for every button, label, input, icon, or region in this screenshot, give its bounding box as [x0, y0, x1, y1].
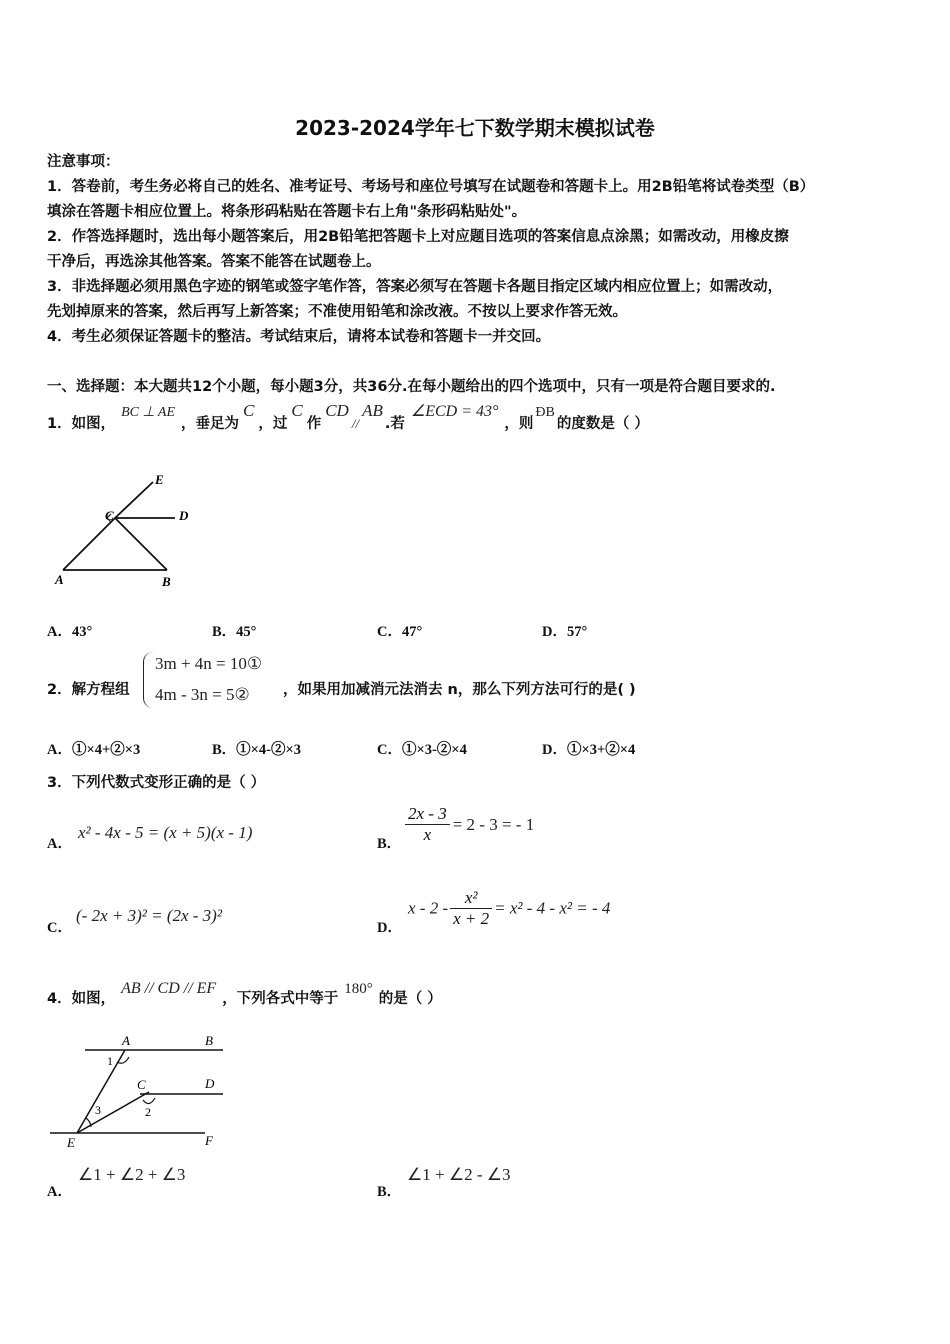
q1-math: AB [362, 401, 383, 420]
q3-option-c-label: C． [47, 920, 72, 936]
q4-figure [45, 1030, 235, 1152]
point-a-label: A [122, 1033, 130, 1048]
point-f-label: F [205, 1133, 213, 1148]
point-c-label: C [105, 508, 114, 523]
point-e-label: E [155, 472, 164, 487]
point-b-label: B [205, 1033, 213, 1048]
page-title: 2023-2024学年七下数学期末模拟试卷 [295, 116, 655, 140]
q2-option-d: D．①×3+②×4 [542, 742, 636, 758]
q2-option-c: C．①×3-②×4 [377, 742, 467, 758]
q2-label: 2．解方程组 [47, 682, 130, 698]
notes-line: 干净后，再选涂其他答案。答案不能答在试题卷上。 [47, 254, 381, 270]
q1-math: // [351, 416, 360, 431]
q1-math: ∠ECD = 43° [410, 403, 499, 420]
q3-option-d-expr: x - 2 - $\frac{\text{x²}}{x + 2}$ = x² - 4 - x² = - 4 [408, 888, 611, 928]
q2-equation-1: 3m + 4n = 10① [155, 654, 263, 673]
q1-stem: 1．如图，BC ⊥ AE，垂足为C，过C作CD//AB.若∠ECD = 43°，则ÐB的度数是（ ） [47, 401, 649, 432]
angle-2-label: 2 [145, 1105, 151, 1119]
line-ec [77, 1092, 149, 1133]
notes-line: 3．非选择题必须用黑色字迹的钢笔或签字笔作答，答案必须写在答题卡各题目指定区域内相应位置上；如需改动， [47, 279, 783, 295]
q1-math: CD [325, 401, 349, 420]
q3-option-c-expr: (- 2x + 3)² = (2x - 3)² [76, 906, 222, 925]
point-c-label: C [137, 1077, 146, 1092]
line-ce [115, 482, 153, 518]
q3-stem: 3．下列代数式变形正确的是（ ） [47, 775, 266, 791]
q1-option-d: D．57° [542, 624, 588, 640]
notes-line: 填涂在答题卡相应位置上。将条形码粘贴在答题卡右上角"条形码粘贴处"。 [47, 204, 527, 220]
q1-math: ÐB [535, 405, 555, 420]
q1-option-b: B．45° [212, 624, 257, 640]
point-e-label: E [67, 1135, 75, 1150]
notes-line: 2．作答选择题时，选出每小题答案后，用2B铅笔把答题卡上对应题目选项的答案信息点涂黑；如需改动，用橡皮擦 [47, 229, 789, 245]
q3-option-a-expr: x² - 4x - 5 = (x + 5)(x - 1) [78, 823, 253, 842]
q1-math: C [291, 401, 303, 420]
section-header: 一、选择题：本大题共12个小题，每小题3分，共36分.在每小题给出的四个选项中，只有一项是符合题目要求的. [47, 379, 776, 395]
angle-2-arc [143, 1098, 155, 1104]
q1-math: BC ⊥ AE [121, 405, 176, 420]
q4-option-a-label: A． [47, 1184, 72, 1200]
q3-option-b-label: B． [377, 836, 402, 852]
q4-math: 180° [344, 981, 373, 997]
notes-heading: 注意事项： [47, 154, 120, 170]
q4-stem: 4．如图，AB // CD // EF，下列各式中等于180°的是（ ） [47, 980, 442, 1007]
q1-math: C [243, 401, 255, 420]
point-d-label: D [205, 1076, 215, 1091]
q1-figure [45, 460, 215, 595]
q2-equation-2: 4m - 3n = 5② [155, 685, 250, 704]
angle-3-label: 3 [95, 1103, 101, 1117]
q4-option-b-expr: ∠1 + ∠2 - ∠3 [407, 1165, 511, 1184]
point-d-label: D [179, 508, 189, 523]
q4-option-b-label: B． [377, 1184, 402, 1200]
line-ac [63, 518, 115, 570]
q3-option-d-label: D． [377, 920, 402, 936]
q2-stem: ，如果用加减消元法消去 n，那么下列方法可行的是( ) [283, 682, 636, 698]
q4-math: AB // CD // EF [121, 980, 217, 997]
notes-line: 先划掉原来的答案，然后再写上新答案；不准使用铅笔和涂改液。不按以上要求作答无效。 [47, 304, 627, 320]
q1-option-c: C．47° [377, 624, 423, 640]
q2-option-b: B．①×4-②×3 [212, 742, 302, 758]
notes-line: 1．答卷前，考生务必将自己的姓名、准考证号、考场号和座位号填写在试题卷和答题卡上。用2B铅笔将试卷类型（B） [47, 179, 815, 195]
q3-option-a-label: A． [47, 836, 72, 852]
q2-option-a: A．①×4+②×3 [47, 742, 141, 758]
notes-line: 4．考生必须保证答题卡的整洁。考试结束后，请将本试卷和答题卡一并交回。 [47, 329, 551, 345]
q4-option-a-expr: ∠1 + ∠2 + ∠3 [78, 1165, 186, 1184]
q1-option-a: A．43° [47, 624, 93, 640]
angle-1-label: 1 [107, 1054, 113, 1068]
point-b-label: B [162, 574, 171, 589]
q3-option-b-expr: $\frac{2x - 3}{x}$ = 2 - 3 = - 1 [405, 804, 534, 845]
line-cb [115, 518, 167, 570]
point-a-label: A [55, 572, 64, 587]
